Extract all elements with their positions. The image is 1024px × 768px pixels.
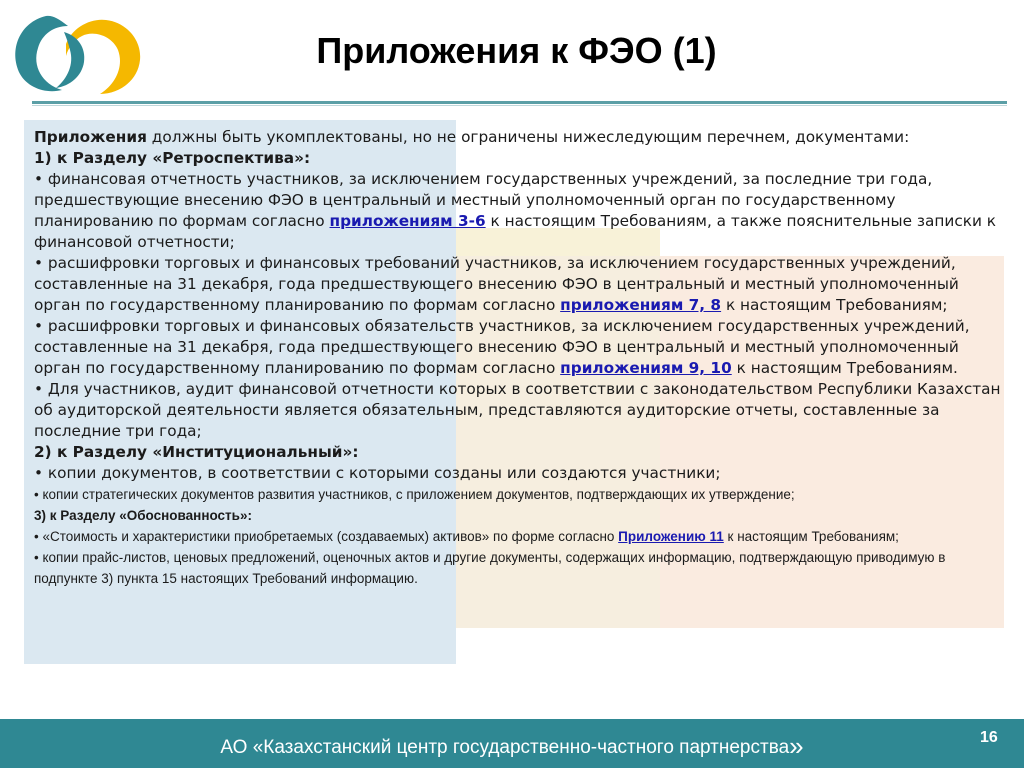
list-item: • расшифровки торговых и финансовых обязательств участников, за исключением государственных учреждений, составленные на 31 декабря, года предшествующего внесению ФЭО в центральный и местный уполномоченный орган по государственному планированию по формам согласно приложениям 9, 10 к настоящим Требованиям. [34,317,970,377]
page-number: 16 [980,729,998,746]
link-appendix-11[interactable]: Приложению 11 [618,529,724,544]
link-appendix-3-6[interactable]: приложениям 3-6 [329,212,486,230]
list-item: • Для участников, аудит финансовой отчетности которых в соответствии с законодательством Республики Казахстан об аудиторской деятельности является обязательным, представляются аудиторские отчеты, составленные за последние три года; [34,380,1001,440]
list-item: • копии стратегических документов развития участников, с приложением документов, подтверждающих их утверждение; [34,487,795,502]
section-heading-retrospective: 1) к Разделу «Ретроспектива»: [34,149,311,167]
link-appendix-7-8[interactable]: приложениям 7, 8 [560,296,722,314]
title-divider [32,101,1007,104]
list-item: • «Стоимость и характеристики приобретаемых (создаваемых) активов» по форме согласно Приложению 11 к настоящим Требованиям; [34,529,899,544]
section-heading-institutional: 2) к Разделу «Институциональный»: [34,443,359,461]
section-heading-justification: 3) к Разделу «Обоснованность»: [34,508,252,523]
intro-lead: Приложения [34,128,147,146]
link-appendix-9-10[interactable]: приложениям 9, 10 [560,359,732,377]
slide-body [34,127,1002,589]
intro-paragraph [34,127,1002,148]
title-divider-thin [32,105,1007,106]
footer-organization: АО «Казахстанский центр государственно-частного партнерства» [220,731,804,761]
intro-text: должны быть укомплектованы, но не ограничены нижеследующим перечнем, документами: [146,128,910,146]
list-item: • копии документов, в соответствии с которыми созданы или создаются участники; [34,464,721,482]
list-item: • копии прайс-листов, ценовых предложений, оценочных актов и другие документы, содержащих информацию, подтверждающую приводимую в подпункте 3) пункта 15 настоящих Требований информацию. [34,550,946,586]
list-item: • финансовая отчетность участников, за исключением государственных учреждений, за последние три года, предшествующие внесению ФЭО в центральный и местный уполномоченный орган по государственному планированию по формам согласно приложениям 3-6 к настоящим Требованиям, а также пояснительные записки к финансовой отчетности; [34,170,997,251]
organization-logo [6,4,156,99]
footer-bar [0,719,1024,768]
list-item: • расшифровки торговых и финансовых требований участников, за исключением государственных учреждений, составленные на 31 декабря, года предшествующего внесению ФЭО в центральный и местный уполномоченный орган по государственному планированию по формам согласно приложениям 7, 8 к настоящим Требованиям; [34,254,959,314]
slide-title: Приложения к ФЭО (1) [316,30,717,71]
